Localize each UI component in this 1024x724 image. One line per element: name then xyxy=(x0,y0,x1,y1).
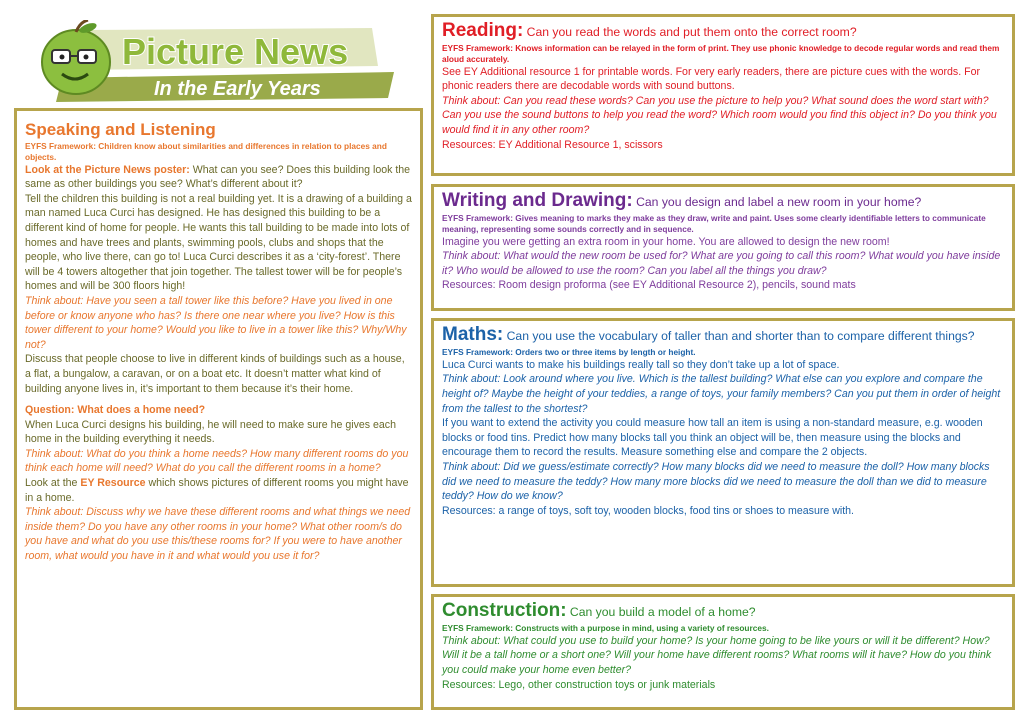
construction-heading xyxy=(442,600,1004,623)
reading-question: Can you read the words and put them onto the correct room? xyxy=(523,25,857,39)
logo-title: Picture News xyxy=(122,31,349,72)
question-heading: Question: What does a home need? xyxy=(25,404,206,417)
speaking-title: Speaking and Listening xyxy=(25,120,216,139)
maths-title: Maths: xyxy=(442,324,504,345)
when-paragraph: When Luca Curci designs his building, he will need to make sure he gives each home in the building everything it needs. xyxy=(25,418,396,446)
logo-subtitle: In the Early Years xyxy=(154,78,321,100)
maths-resources: Resources: a range of toys, soft toy, wooden blocks, food tins or shoes to measure with. xyxy=(442,504,854,517)
think-about-rooms: Think about: Discuss why we have these different rooms and what things we need inside them? Do you have any other rooms in your home? What other room/s do you have and what do you use this/these rooms for? If you were to have another room, what would you have in it and what would you use it for? xyxy=(25,506,411,563)
reading-see: See EY Additional resource 1 for printable words. For very early readers, there are picture cues with the words. For phonic readers there are decodable words with sound buttons. xyxy=(442,65,980,93)
poster-paragraph xyxy=(25,163,412,192)
reading-panel xyxy=(431,14,1015,176)
maths-luca: Luca Curci wants to make his buildings really tall so they don’t take up a lot of space. xyxy=(442,358,840,371)
think-about-tower: Think about: Have you seen a tall tower like this before? Have you lived in one before or know anyone who has? Is there one near where you live? How is this tower different to your home? Would you like to live in a tower like this? Why/Why not? xyxy=(25,294,407,351)
writing-resources: Resources: Room design proforma (see EY Additional Resource 2), pencils, sound mats xyxy=(442,279,856,292)
maths-framework: EYFS Framework: Orders two or three items by length or height. xyxy=(442,347,696,357)
construction-think: Think about: What could you use to build your home? Is your home going to be like yours or will it be different? How? Will it be a tall home or a short one? Will your home have different rooms? What rooms will it have? How do you think you could make your home even better? xyxy=(442,634,992,676)
construction-resources: Resources: Lego, other construction toys or junk materials xyxy=(442,678,716,691)
maths-think-tallest: Think about: Look around where you live. Which is the tallest building? What else can you explore and compare the height of? Maybe the height of your teddies, a range of toys, your family members? Can you put them in order of height from the tallest to the shortest? xyxy=(442,373,1001,415)
writing-heading xyxy=(442,190,1004,213)
speaking-listening-panel xyxy=(14,108,423,710)
reading-framework: EYFS Framework: Knows information can be relayed in the form of print. They use phonic knowledge to decode regular words and read them aloud accurately. xyxy=(442,43,1000,64)
maths-think-blocks: Think about: Did we guess/estimate correctly? How many blocks did we need to measure the doll? How many blocks did we need to measure the teddy? How many more blocks did we need to measure the doll than we did to measure teddy? How do we know? xyxy=(442,460,990,503)
think-about-home-needs: Think about: What do you think a home needs? How many different rooms do you think each home will need? What do you call the different rooms in a home? xyxy=(25,447,409,475)
reading-think: Think about: Can you read these words? Can you use the picture to help you? What sound does the word start with? Can you use the sound buttons to help you read the word? Which room would you find this object in? Do you think you would find it in any other room? xyxy=(442,94,997,136)
poster-lead: Look at the Picture News poster: xyxy=(25,163,190,176)
discuss-paragraph: Discuss that people choose to live in different kinds of buildings such as a house, a flat, a bungalow, a caravan, or on a boat etc. It doesn’t matter what kind of building anyone lives in, it’s important to them because it’s their home. xyxy=(25,353,405,395)
writing-drawing-panel xyxy=(431,184,1015,311)
construction-title: Construction: xyxy=(442,600,567,621)
writing-title: Writing and Drawing: xyxy=(442,190,633,211)
writing-think: Think about: What would the new room be used for? What are you going to call this room? What would you have inside it? Who would be allowed to use the room? Can you label all the things you draw? xyxy=(442,250,1001,277)
poster-text: What can you see? Does this building look the same as other buildings you see? What’s different about it? xyxy=(25,163,411,191)
reading-resources: Resources: EY Additional Resource 1, scissors xyxy=(442,138,663,151)
writing-question: Can you design and label a new room in your home? xyxy=(632,195,922,209)
writing-framework: EYFS Framework: Gives meaning to marks they make as they draw, write and paint. Uses some clearly identifiable letters to communicate meaning, representing some sounds correctly and in sequence. xyxy=(442,213,986,234)
reading-heading xyxy=(442,20,1004,43)
speaking-framework: EYFS Framework: Children know about similarities and differences in relation to places and objects. xyxy=(25,141,387,162)
ey-resource-link: EY Resource xyxy=(80,477,146,490)
construction-panel xyxy=(431,594,1015,710)
picture-news-logo xyxy=(22,20,398,104)
construction-framework: EYFS Framework: Constructs with a purpose in mind, using a variety of resources. xyxy=(442,623,769,633)
maths-heading xyxy=(442,324,1004,347)
maths-question: Can you use the vocabulary of taller than and shorter than to compare different things? xyxy=(503,329,975,343)
tell-paragraph: Tell the children this building is not a real building yet. It is a drawing of a building a man named Luca Curci has designed. He has designed this building to be a different kind of home for people. He wants this tall building to be made into lots of homes and have trees and plants, swimming pools, clubs and shops that the people, who live there, can go to! Luca Curci describes it as a ‘city-forest’. There will be 4 towers altogether that join together. The tallest tower will be for people’s homes and will be 300 floors high! xyxy=(25,192,412,293)
construction-question: Can you build a model of a home? xyxy=(566,605,756,619)
look-post: which shows pictures of different rooms you might have in a home. xyxy=(25,477,409,504)
reading-title: Reading: xyxy=(442,20,524,41)
look-paragraph xyxy=(25,476,412,505)
look-pre: Look at the xyxy=(25,477,81,490)
maths-extend: If you want to extend the activity you could measure how tall an item is using a non-standard measure, e.g. wooden blocks or food tins. Predict how many blocks tall you think an object will be, then measure using the blocks and encourage them to record the results. Measure something else and compare the 2 objects. xyxy=(442,417,983,459)
maths-panel xyxy=(431,318,1015,587)
writing-imagine: Imagine you were getting an extra room in your home. You are allowed to design the new room! xyxy=(442,235,890,248)
